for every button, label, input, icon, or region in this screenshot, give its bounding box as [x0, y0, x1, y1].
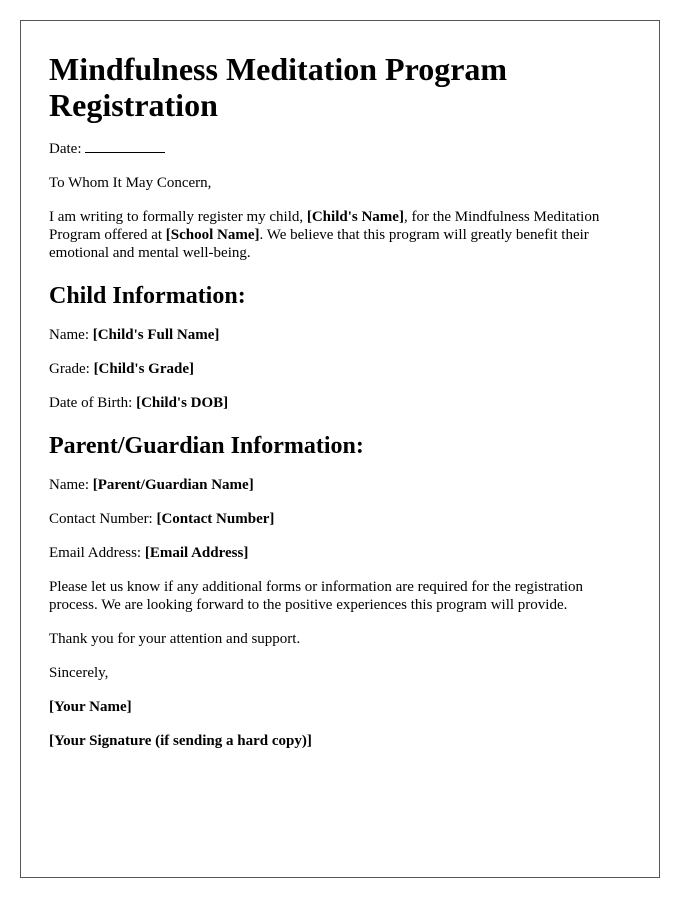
field-value: [Child's DOB]: [136, 395, 229, 411]
signature-line: [49, 732, 631, 750]
thanks-line: Thank you for your attention and support.: [49, 631, 301, 647]
email-line: [49, 544, 631, 562]
signoff: Sincerely,: [49, 665, 109, 681]
salutation: To Whom It May Concern,: [49, 175, 212, 191]
date-label: Date:: [49, 141, 82, 157]
letter-page: [20, 20, 660, 878]
field-value: [Child's Full Name]: [92, 327, 220, 343]
field-label: Name:: [49, 327, 89, 343]
closing-paragraph: Please let us know if any additional forms or information are required for the registration process. We are looking forward to the positive experiences this program will provide.: [49, 579, 584, 613]
child-grade-line: [49, 360, 631, 378]
child-name-line: [49, 326, 631, 344]
field-value: [Contact Number]: [156, 511, 275, 527]
field-label: Date of Birth:: [49, 395, 133, 411]
child-name-placeholder: [Child's Name]: [306, 209, 404, 225]
field-value: [Email Address]: [144, 545, 249, 561]
contact-number-line: [49, 510, 631, 528]
field-label: Name:: [49, 477, 89, 493]
your-name-placeholder: [Your Name]: [49, 699, 132, 715]
intro-text-2: , for the Mindfulness Meditation Program offered at: [49, 209, 600, 243]
page-title: Mindfulness Meditation Program Registration: [49, 51, 508, 123]
date-line: [49, 139, 631, 158]
parent-name-line: [49, 476, 631, 494]
field-label: Contact Number:: [49, 511, 153, 527]
parent-info-heading: Parent/Guardian Information:: [49, 433, 364, 459]
date-blank: [85, 139, 165, 153]
child-info-heading: Child Information:: [49, 283, 246, 309]
intro-text-1: I am writing to formally register my child,: [49, 209, 307, 225]
signature-placeholder: [Your Signature (if sending a hard copy)]: [49, 733, 312, 749]
intro-text-3: . We believe that this program will greatly benefit their emotional and mental well-being.: [49, 227, 589, 261]
field-label: Grade:: [49, 361, 90, 377]
school-name-placeholder: [School Name]: [165, 227, 260, 243]
field-value: [Parent/Guardian Name]: [92, 477, 254, 493]
child-dob-line: [49, 394, 631, 412]
field-value: [Child's Grade]: [93, 361, 194, 377]
field-label: Email Address:: [49, 545, 142, 561]
your-name: [49, 698, 631, 716]
intro-paragraph: [49, 208, 631, 262]
